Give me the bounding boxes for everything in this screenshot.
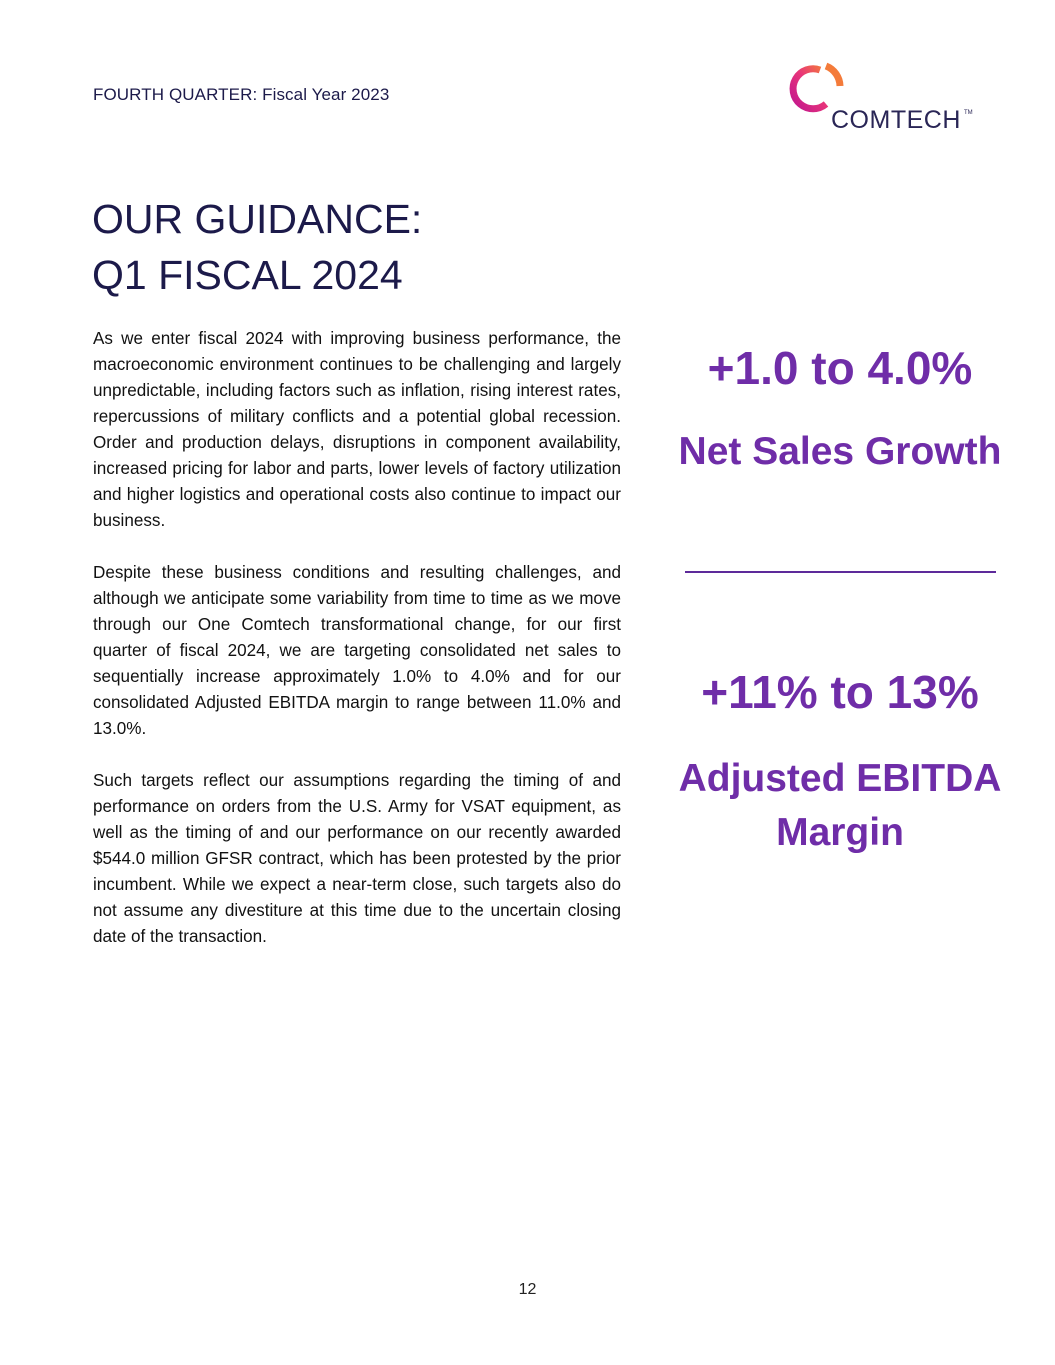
document-header: FOURTH QUARTER: Fiscal Year 2023 [93, 85, 390, 104]
page-title-line-1: OUR GUIDANCE: [92, 196, 423, 242]
comtech-logo [786, 62, 976, 134]
net-sales-growth-value: +1.0 to 4.0% [707, 342, 973, 394]
page-title-line-2: Q1 FISCAL 2024 [92, 252, 403, 298]
metrics-divider [685, 571, 996, 573]
ebitda-margin-label: Adjusted EBITDA Margin [678, 757, 1002, 854]
page-title [92, 191, 422, 303]
body-paragraph-1: As we enter fiscal 2024 with improving business performance, the macroeconomic environment continues to be challenging and largely unpredictable, including factors such as inflation, rising interest rates, repercussions of military conflicts and a potential global recession. Order and production delays, disruptions in component availability, increased pricing for labor and parts, lower levels of factory utilization and higher logistics and operational costs also continue to impact our business. [93, 329, 621, 530]
logo-wordmark: COMTECH [831, 106, 961, 134]
logo-trademark: TM [964, 110, 973, 116]
body-paragraph-2: Despite these business conditions and resulting challenges, and although we anticipate some variability from time to time as we move through our One Comtech transformational change, for our first quarter of fiscal 2024, we are targeting consolidated net sales to sequentially increase approximately 1.0% to 4.0% and for our consolidated Adjusted EBITDA margin to range between 11.0% and 13.0%. [93, 563, 621, 738]
ebitda-margin-value: +11% to 13% [701, 666, 979, 718]
net-sales-growth-label: Net Sales Growth [678, 430, 1002, 473]
guidance-body [93, 326, 621, 976]
body-paragraph-3: Such targets reflect our assumptions regarding the timing of and performance on orders from the U.S. Army for VSAT equipment, as well as the timing of and our performance on our recently awarded $544.0 million GFSR contract, which has been protested by the prior incumbent. While we expect a near-term close, such targets also do not assume any divestiture at this time due to the uncertain closing date of the transaction. [93, 771, 621, 946]
page-number: 12 [518, 1281, 537, 1298]
